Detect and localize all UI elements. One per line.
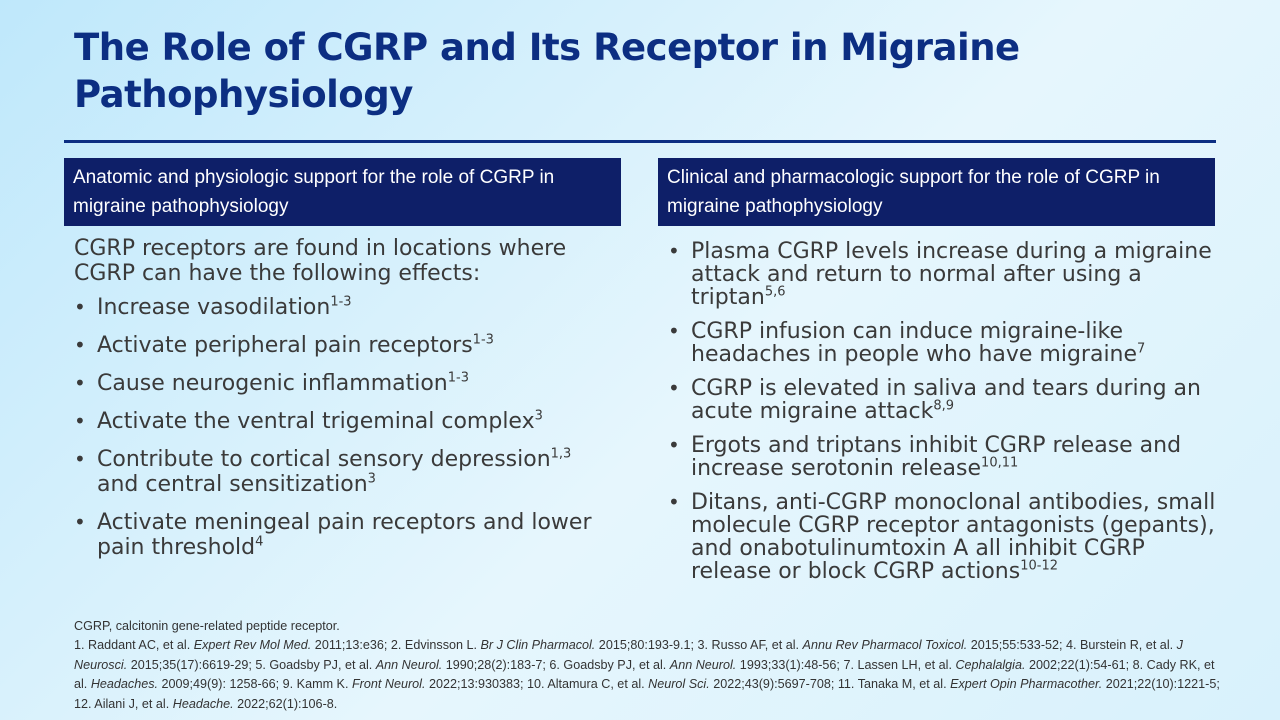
citation: 3 [367,471,376,487]
reference: 11. Tanaka M, et al. Expert Opin Pharmacother. 2021;22(10):1221-5; [837,677,1220,692]
left-bullet [74,447,634,497]
reference: 10. Altamura C, et al. Neurol Sci. 2022;43(9):5697-708; [527,677,838,692]
right-bullet [668,491,1228,583]
left-bullet [74,510,634,560]
bullet-text: CGRP infusion can induce migraine-like headaches in people who have migraine [691,319,1138,367]
bullet-text: Increase vasodilation [97,295,331,320]
reference: 3. Russo AF, et al. Annu Rev Pharmacol Toxicol. 2015;55:533-52; [697,638,1067,653]
citation: 3 [534,408,543,424]
citation: 4 [255,534,264,550]
right-column-body [668,240,1228,594]
bullet-text: Ditans, anti-CGRP monoclonal antibodies, small molecule CGRP receptor antagonists (gepants), and onabotulinumtoxin A all inhibit CGRP release or block CGRP actions [691,490,1216,584]
bullet-text: Contribute to cortical sensory depression [97,447,551,472]
reference: 5. Goadsby PJ, et al. Ann Neurol. 1990;28(2):183-7; [255,657,550,672]
citation: 7 [1137,341,1146,357]
reference: 12. Ailani J, et al. Headache. 2022;62(1):106-8. [74,696,338,711]
citation: 8,9 [933,398,955,414]
right-column-header: Clinical and pharmacologic support for the role of CGRP in migraine pathophysiology [658,158,1215,226]
bullet-text: and central sensitization [97,472,368,497]
bullet-text: Ergots and triptans inhibit CGRP release and increase serotonin release [691,433,1182,481]
bullet-text: Activate peripheral pain receptors [97,333,473,358]
left-bullet-list [74,295,634,560]
abbreviation-note: CGRP, calcitonin gene-related peptide receptor. [74,619,340,633]
left-intro: CGRP receptors are found in locations where CGRP can have the following effects: [74,236,567,286]
left-column-body [74,236,634,573]
citation: 1-3 [330,294,352,310]
left-bullet [74,409,634,434]
left-bullet [74,295,634,320]
reference: 4. Burstein R, et al. J Neurosci. 2015;35(17):6619-29; [74,638,1183,672]
reference: 2. Edvinsson L. Br J Clin Pharmacol. 2015;80:193-9.1; [390,638,698,653]
reference: 1. Raddant AC, et al. Expert Rev Mol Med. 2011;13:e36; [74,638,391,653]
citation: 5,6 [764,284,786,300]
bullet-text: Plasma CGRP levels increase during a migraine attack and return to normal after using a triptan [691,239,1212,310]
right-bullet [668,240,1228,309]
citation: 10-12 [1020,558,1058,574]
citation: 10,11 [981,455,1019,471]
citation: 1-3 [447,370,469,386]
right-bullet [668,434,1228,480]
reference: 9. Kamm K. Front Neurol. 2022;13:930383; [282,677,528,692]
citation: 1-3 [472,332,494,348]
footnotes [74,617,1224,714]
slide-title: The Role of CGRP and Its Receptor in Migraine Pathophysiology [74,26,1020,116]
left-bullet [74,333,634,358]
reference-list [74,636,1224,714]
left-column-header: Anatomic and physiologic support for the role of CGRP in migraine pathophysiology [64,158,621,226]
reference: 7. Lassen LH, et al. Cephalalgia. 2002;22(1):54-61; [843,657,1133,672]
right-bullet [668,320,1228,366]
reference: 6. Goadsby PJ, et al. Ann Neurol. 1993;33(1):48-56; [549,657,844,672]
right-bullet [668,377,1228,423]
bullet-text: Activate the ventral trigeminal complex [97,409,535,434]
left-bullet [74,371,634,396]
reference: 8. Cady RK, et al. Headaches. 2009;49(9): 1258-66; [74,657,1215,692]
bullet-text: Activate meningeal pain receptors and lower pain threshold [97,510,592,560]
bullet-text: Cause neurogenic inflammation [97,371,448,396]
citation: 1,3 [550,446,572,462]
bullet-text: CGRP is elevated in saliva and tears during an acute migraine attack [691,376,1201,424]
title-divider [64,140,1216,143]
right-bullet-list [668,240,1228,583]
